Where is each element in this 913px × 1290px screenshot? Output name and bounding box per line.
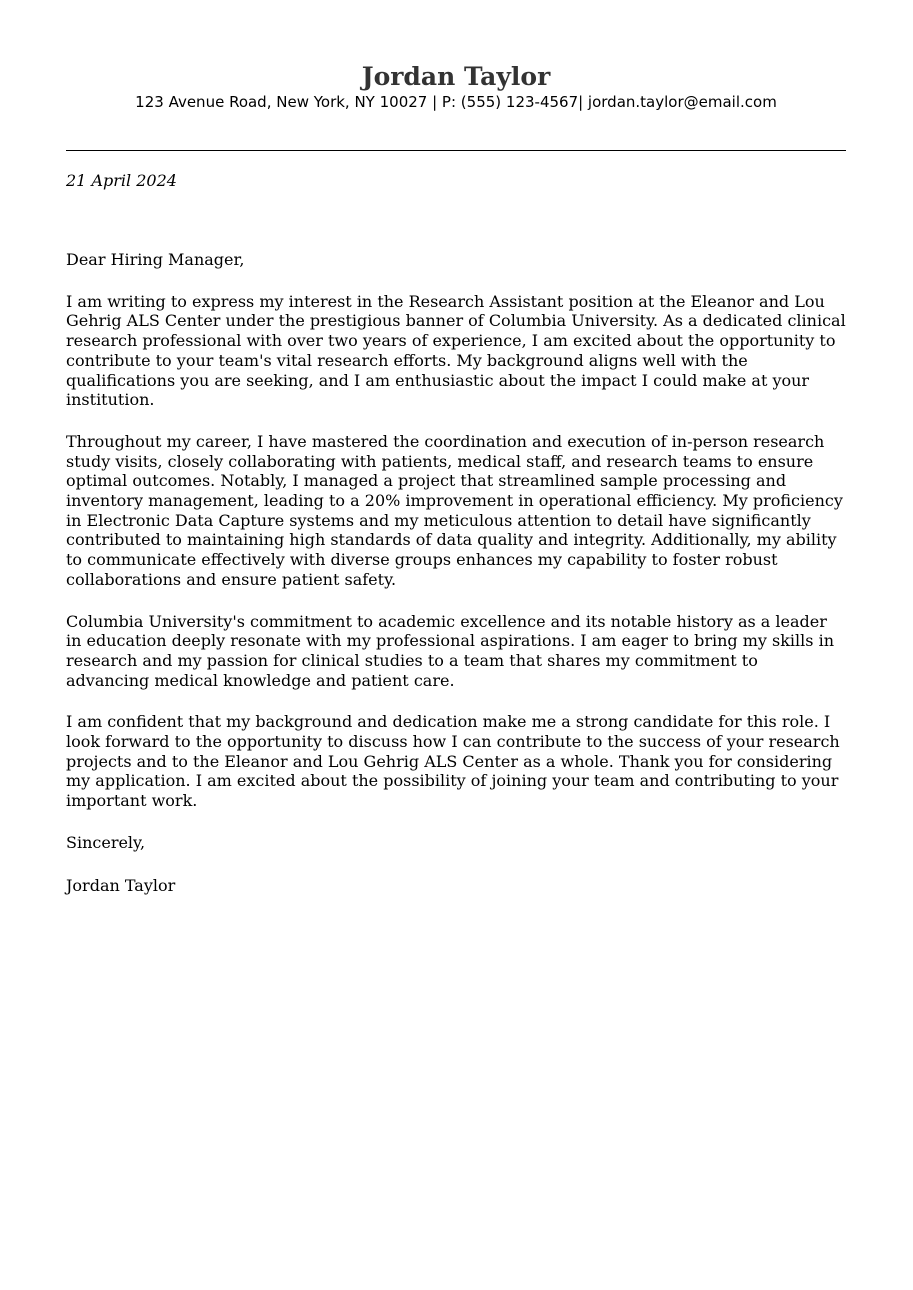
- closing: Sincerely,: [66, 832, 146, 852]
- header-divider: [66, 150, 846, 151]
- letter-body: [66, 250, 846, 895]
- salutation: Dear Hiring Manager,: [66, 250, 245, 269]
- paragraph-intro: I am writing to express my interest in the Research Assistant position at the Eleanor and Lou Gehrig ALS Center under the prestigious banner of Columbia University. As a dedicated clinical research professional with over two years of experience, I am excited about the opportunity to contribute to your team's vital research efforts. My background aligns well with the qualifications you are seeking, and I am enthusiastic about the impact I could make at your institution.: [66, 291, 846, 410]
- contact-info: 123 Avenue Road, New York, NY 10027 | P: (555) 123-4567| jordan.taylor@email.com: [135, 93, 777, 111]
- letter-header: [66, 0, 846, 112]
- letter-date: 21 April 2024: [66, 171, 177, 190]
- paragraph-motivation: Columbia University's commitment to academic excellence and its notable history as a leader in education deeply resonate with my professional aspirations. I am eager to bring my skills in research and my passion for clinical studies to a team that shares my commitment to advancing medical knowledge and patient care.: [66, 611, 834, 690]
- cover-letter-page: [66, 0, 846, 917]
- paragraph-experience: Throughout my career, I have mastered the coordination and execution of in-person research study visits, closely collaborating with patients, medical staff, and research teams to ensure optimal outcomes. Notably, I managed a project that streamlined sample processing and inventory management, leading to a 20% improvement in operational efficiency. My proficiency in Electronic Data Capture systems and my meticulous attention to detail have significantly contributed to maintaining high standards of data quality and integrity. Additionally, my ability to communicate effectively with diverse groups enhances my capability to foster robust collaborations and ensure patient safety.: [66, 431, 843, 589]
- applicant-name: Jordan Taylor: [361, 62, 551, 91]
- paragraph-conclusion: I am confident that my background and dedication make me a strong candidate for this role. I look forward to the opportunity to discuss how I can contribute to the success of your research projects and to the Eleanor and Lou Gehrig ALS Center as a whole. Thank you for considering my application. I am excited about the possibility of joining your team and contributing to your important work.: [66, 712, 840, 811]
- signature: Jordan Taylor: [66, 875, 176, 895]
